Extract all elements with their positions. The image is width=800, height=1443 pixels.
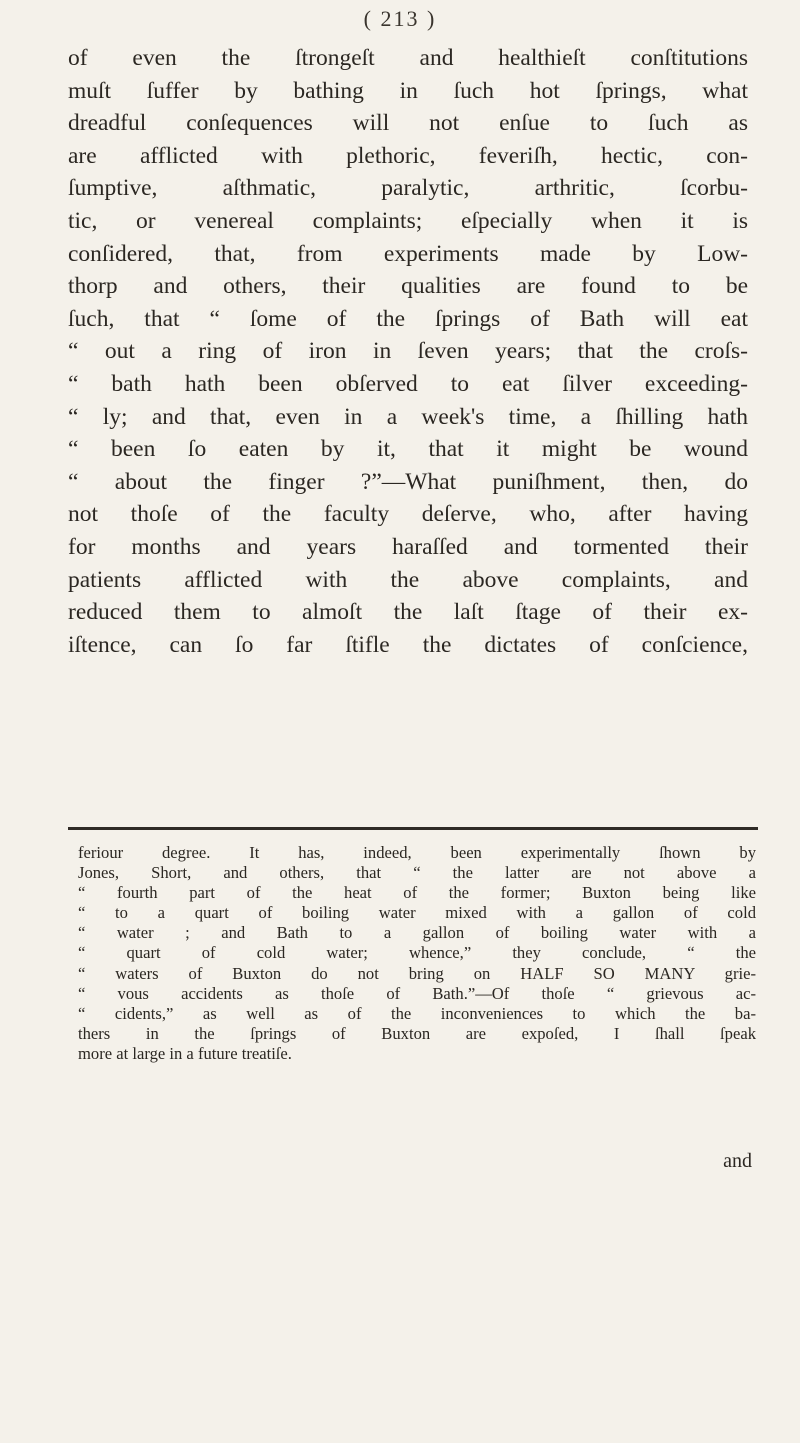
footnote-line: “ waters of Buxton do not bring on HALF SO MANY grie- [78,963,756,983]
footnote-line: “ quart of cold water; whence,” they conclude, “ the [78,943,756,963]
main-text-line: “ bath hath been obſerved to eat ſilver exceeding- [68,370,748,397]
main-text-line: thorp and others, their qualities are found to be [68,273,748,300]
main-text-line: for months and years haraſſed and tormented their [68,533,748,560]
main-text-line: dreadful conſequences will not enſue to ſuch as [68,110,748,137]
footnote-line: more at large in a future treatiſe. [78,1043,292,1063]
footnote-line: feriour degree. It has, indeed, been experimentally ſhown by [78,843,756,862]
footnote-line: “ to a quart of boiling water mixed with a gallon of cold [78,903,756,923]
main-text-line: iſtence, can ſo far ſtifle the dictates of conſcience, [68,631,748,658]
main-text [68,42,748,661]
footnote [78,843,756,1064]
footnote-line: “ water ; and Bath to a gallon of boiling water with a [78,923,756,943]
main-text-line: ſuch, that “ ſome of the ſprings of Bath will eat [68,305,748,332]
main-text-line: conſidered, that, from experiments made by Low- [68,240,748,267]
footnote-divider [68,827,758,830]
footnote-line: thers in the ſprings of Buxton are expoſed, I ſhall ſpeak [78,1023,756,1043]
main-text-line: “ ly; and that, even in a week's time, a ſhilling hath [68,403,748,430]
footnote-line: Jones, Short, and others, that “ the latter are not above a [78,863,756,883]
main-text-line: reduced them to almoſt the laſt ſtage of their ex- [68,599,748,626]
catchword: and [723,1150,752,1172]
page-number: ( 213 ) [363,6,437,31]
main-text-line: tic, or venereal complaints; eſpecially when it is [68,207,748,234]
main-text-line: ſumptive, aſthmatic, paralytic, arthritic, ſcorbu- [68,175,748,202]
main-text-line: “ been ſo eaten by it, that it might be wound [68,436,748,463]
footnote-line: “ vous accidents as thoſe of Bath.”—Of thoſe “ grievous ac- [78,983,756,1003]
main-text-line: not thoſe of the faculty deſerve, who, after having [68,501,748,528]
main-text-line: “ out a ring of iron in ſeven years; that the croſs- [68,338,748,365]
main-text-line: of even the ſtrongeſt and healthieſt conſtitutions [68,45,748,71]
footnote-line: “ fourth part of the heat of the former; Buxton being like [78,883,756,903]
footnote-line: “ cidents,” as well as of the inconveniences to which the ba- [78,1003,756,1023]
main-text-line: “ about the finger ?”—What puniſhment, then, do [68,468,748,495]
main-text-line: are afflicted with plethoric, feveriſh, hectic, con- [68,142,748,169]
main-text-line: muſt ſuffer by bathing in ſuch hot ſprings, what [68,77,748,104]
main-text-line: patients afflicted with the above complaints, and [68,566,748,593]
